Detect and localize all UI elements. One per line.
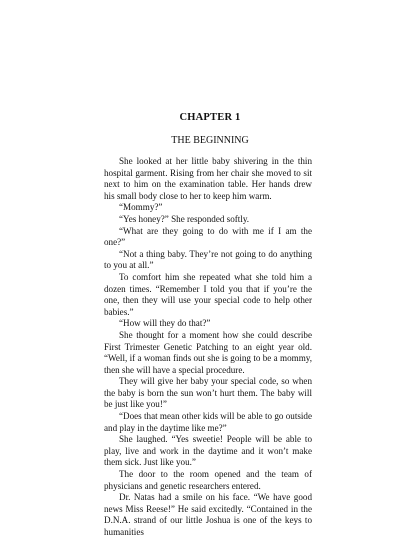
paragraph: “How will they do that?”: [119, 318, 211, 329]
paragraph: She laughed. “Yes sweetie! People will be able to play, live and work in the daytime and it won’t make them sick. Just like you.”: [104, 434, 312, 468]
chapter-subtitle: THE BEGINNING: [171, 135, 249, 146]
paragraph: “Mommy?”: [119, 202, 163, 213]
paragraph: They will give her baby your special code, so when the baby is born the sun won’t hurt them. The baby will be just like you!”: [104, 376, 312, 410]
paragraph: “Yes honey?” She responded softly.: [119, 213, 250, 224]
paragraph: “What are they going to do with me if I am the one?”: [104, 225, 312, 248]
paragraph: “Not a thing baby. They’re not going to do anything to you at all.”: [104, 248, 312, 271]
chapter-title: CHAPTER 1: [179, 112, 241, 123]
chapter-body: [104, 156, 312, 539]
paragraph: The door to the room opened and the team of physicians and genetic researchers entered.: [104, 469, 312, 491]
paragraph: She looked at her little baby shivering in the thin hospital garment. Rising from her chair she moved to sit next to him on the examination table. Her hands drew his small body close to her to keep him warm.: [104, 156, 312, 201]
paragraph: She thought for a moment how she could describe First Trimester Genetic Patching to an eight year old. “Well, if a woman finds out she is going to be a mommy, then she will have a special procedure.: [104, 329, 312, 375]
paragraph: To comfort him she repeated what she told him a dozen times. “Remember I told you that if you’re the one, then they will use your special code to help other babies.”: [104, 271, 312, 317]
paragraph: “Does that mean other kids will be able to go outside and play in the daytime like me?”: [104, 411, 312, 433]
paragraph: Dr. Natas had a smile on his face. “We have good news Miss Reese!” He said excitedly. “Contained in the D.N.A. strand of our little Joshua is one of the keys to humanities: [104, 492, 312, 537]
